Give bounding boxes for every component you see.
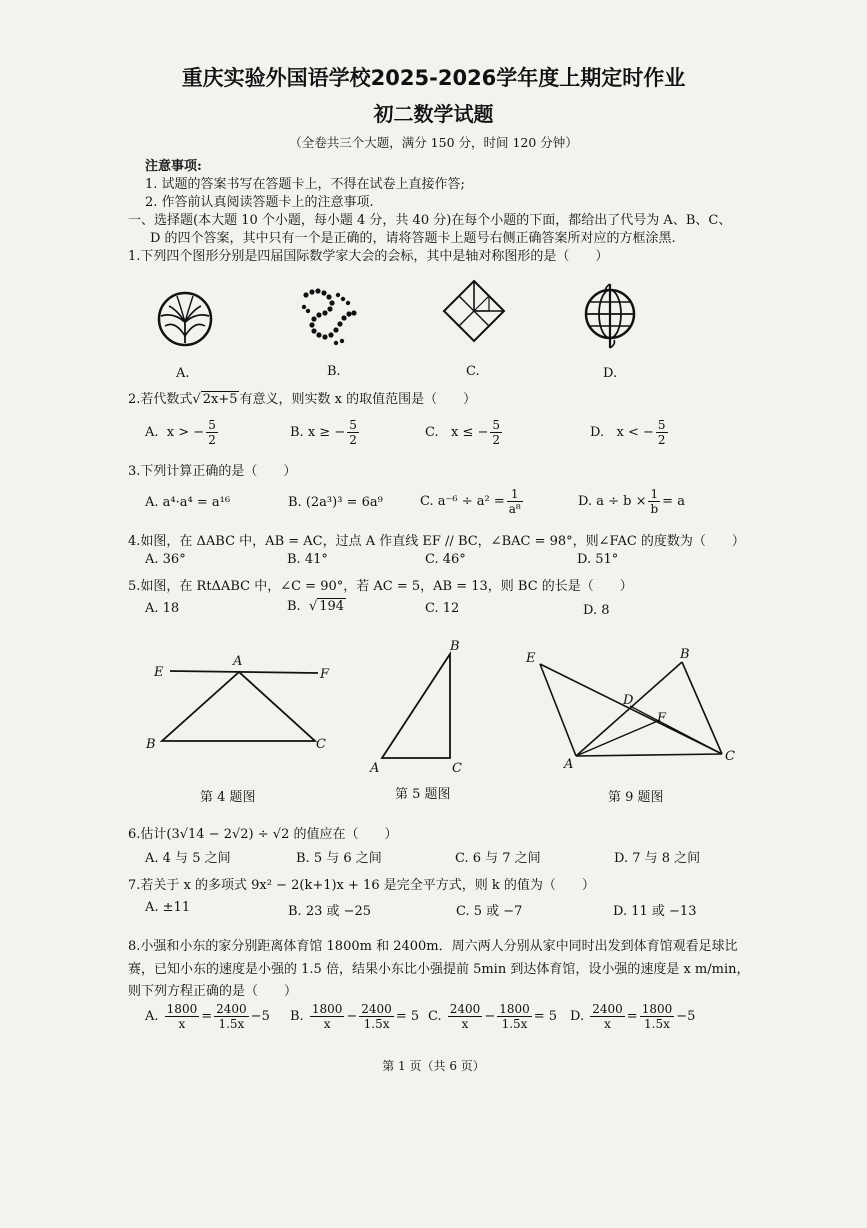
fraction xyxy=(507,487,523,516)
q1-option-a: A. xyxy=(176,366,190,381)
section-one-line1: 一、选择题(本大题 10 个小题，每小题 4 分，共 40 分)在每个小题的下面，都给出了代号为 A、B、C、 xyxy=(128,213,732,228)
line-ac xyxy=(576,754,722,756)
fraction xyxy=(214,1002,249,1031)
q2-option-c xyxy=(425,418,504,447)
q8-line2: 赛，已知小东的速度是小强的 1.5 倍，结果小东比小强提前 5min 到达体育馆，设小强的速度是 x m/min， xyxy=(128,962,750,977)
fraction-num: 2400 xyxy=(216,1002,247,1016)
q2-option-b xyxy=(290,418,361,447)
q7-option-a: A. ±11 xyxy=(145,900,191,915)
fraction xyxy=(347,418,359,447)
subject-title: 初二数学试题 xyxy=(373,102,494,126)
q8-option-c xyxy=(428,1002,557,1031)
operator: = xyxy=(201,1009,213,1024)
fraction-den: 1.5x xyxy=(218,1017,245,1031)
fraction-num: 1 xyxy=(507,487,523,502)
q1-option-d: D. xyxy=(603,366,618,381)
q7-stem: 7.若关于 x 的多项式 9x² − 2(k+1)x + 16 是完全平方式，则 k 的值为（ ） xyxy=(128,878,595,893)
fraction-num: 1 xyxy=(648,487,660,502)
fraction-num: 2400 xyxy=(361,1002,392,1016)
q8-option-a xyxy=(145,1002,270,1031)
section-one-line2: D 的四个答案，其中只有一个是正确的，请将答题卡上题号右侧正确答案所对应的方框涂黑. xyxy=(150,231,676,246)
q3-stem: 3.下列计算正确的是（ ） xyxy=(128,464,297,479)
notes-item: 1. 试题的答案书写在答题卡上，不得在试卷上直接作答; xyxy=(145,177,465,192)
label-c: C xyxy=(452,761,462,776)
fraction-num: 5 xyxy=(208,418,216,432)
label-b: B xyxy=(146,737,156,752)
fraction-den: 2 xyxy=(657,433,666,447)
q4-stem: 4.如图，在 ΔABC 中，AB = AC，过点 A 作直线 EF // BC，∠BAC = 98°，则∠FAC 的度数为（ ） xyxy=(128,534,745,549)
q6-stem: 6.估计(3√14 − 2√2) ÷ √2 的值应在（ ） xyxy=(128,827,398,842)
label-c: C xyxy=(725,749,735,764)
q6-option-c: C. 6 与 7 之间 xyxy=(455,851,541,866)
fraction xyxy=(206,418,218,447)
option-label: D. xyxy=(570,1009,585,1024)
option-tail: −5 xyxy=(676,1009,696,1024)
q3-option-d xyxy=(578,487,685,516)
q2-stem-pre: 2.若代数式 xyxy=(128,392,193,407)
fraction-num: 1800 xyxy=(166,1002,198,1016)
option-tail: −5 xyxy=(250,1009,270,1024)
option-tail: = 5 xyxy=(395,1009,420,1024)
label-d: D xyxy=(623,693,634,708)
fraction xyxy=(497,1002,532,1031)
label-e: E xyxy=(154,665,164,680)
fraction-den: 1.5x xyxy=(501,1017,528,1031)
q8-option-b xyxy=(290,1002,419,1031)
line-ab xyxy=(576,662,682,756)
fraction-den: x xyxy=(323,1017,331,1031)
label-a: A xyxy=(233,654,243,669)
fraction-den: x xyxy=(604,1017,611,1031)
figure-q5 xyxy=(368,636,478,778)
fraction-den: 2 xyxy=(492,433,501,447)
q4-option-b: B. 41° xyxy=(287,552,328,567)
line-ea xyxy=(540,664,576,756)
q3-option-b: B. (2a³)³ = 6a⁹ xyxy=(288,495,383,510)
page-number: 第 1 页（共 6 页） xyxy=(382,1059,485,1073)
notes-heading: 注意事项: xyxy=(145,159,202,174)
option-label: B. xyxy=(290,1009,304,1024)
label-c: C xyxy=(316,737,326,752)
operator: − xyxy=(484,1009,496,1024)
q8-line3: 则下列方程正确的是（ ） xyxy=(128,984,298,999)
fraction-num: 1800 xyxy=(641,1002,673,1016)
fraction xyxy=(310,1002,345,1031)
q5-stem: 5.如图，在 RtΔABC 中，∠C = 90°，若 AC = 5，AB = 13，则 BC 的长是（ ） xyxy=(128,579,633,594)
q2-option-d xyxy=(590,418,670,447)
q6-option-b: B. 5 与 6 之间 xyxy=(296,851,382,866)
operator: = xyxy=(626,1009,638,1024)
triangle-abc xyxy=(382,654,450,758)
q7-option-c: C. 5 或 −7 xyxy=(456,904,523,919)
q1-option-b: B. xyxy=(327,364,341,379)
option-label: B. xyxy=(290,425,304,440)
fraction xyxy=(165,1002,200,1031)
option-lhs: x < − xyxy=(616,425,654,440)
line-ef xyxy=(170,671,318,673)
q7-option-d: D. 11 或 −13 xyxy=(613,904,697,919)
q3-option-c xyxy=(420,487,525,516)
fraction xyxy=(648,487,660,516)
option-lhs: x ≥ − xyxy=(307,425,346,440)
fraction-num: 1800 xyxy=(311,1002,343,1016)
logo-b-icon xyxy=(296,283,366,353)
label-f: F xyxy=(320,667,330,682)
logo-c-icon xyxy=(441,278,507,344)
line-bc xyxy=(682,662,722,754)
fraction xyxy=(640,1002,675,1031)
fraction xyxy=(359,1002,394,1031)
q6-option-a: A. 4 与 5 之间 xyxy=(145,851,231,866)
fraction-den: x xyxy=(178,1017,186,1031)
q8-line1: 8.小强和小东的家分别距离体育馆 1800m 和 2400m．周六两人分别从家中同时出发到体育馆观看足球比 xyxy=(128,939,738,954)
option-lhs: C. a⁻⁶ ÷ a² = xyxy=(420,494,505,509)
q2-stem: 2.若代数式√ 2x+5 有意义，则实数 x 的取值范围是（ ） xyxy=(128,392,477,407)
figure-q4 xyxy=(140,640,340,760)
fraction-den: b xyxy=(650,502,659,516)
q6-option-d: D. 7 与 8 之间 xyxy=(614,851,701,866)
q5-option-b: B. √ 194 xyxy=(287,599,345,614)
label-f: F xyxy=(657,711,667,726)
q2-stem-post: 有意义，则实数 x 的取值范围是（ ） xyxy=(239,392,477,407)
operator: − xyxy=(346,1009,358,1024)
fraction-den: 2 xyxy=(349,433,357,447)
fraction-den: 1.5x xyxy=(363,1017,390,1031)
option-label: C. xyxy=(428,1009,442,1024)
q2-option-a xyxy=(145,418,220,447)
line-af xyxy=(576,720,660,756)
label-a: A xyxy=(370,761,380,776)
q8-option-d xyxy=(570,1002,695,1031)
fraction-den: a⁸ xyxy=(508,502,521,516)
fraction-den: 1.5x xyxy=(644,1017,670,1031)
option-label: B. xyxy=(287,599,301,614)
exam-info: （全卷共三个大题，满分 150 分，时间 120 分钟） xyxy=(289,135,578,150)
fraction-den: x xyxy=(461,1017,469,1031)
option-label: D. xyxy=(590,425,605,440)
school-title: 重庆实验外国语学校2025-2026学年度上期定时作业 xyxy=(181,66,686,90)
option-label: A. xyxy=(145,1009,159,1024)
q1-stem: 1.下列四个图形分别是四届国际数学家大会的会标，其中是轴对称图形的是（ ） xyxy=(128,249,609,264)
fraction-num: 1800 xyxy=(499,1002,530,1016)
notes-item: 2. 作答前认真阅读答题卡上的注意事项. xyxy=(145,195,374,210)
q5-option-d: D. 8 xyxy=(583,603,610,618)
q4-option-c: C. 46° xyxy=(425,552,466,567)
fraction-num: 2400 xyxy=(592,1002,623,1016)
fraction xyxy=(448,1002,483,1031)
option-rhs: = a xyxy=(662,494,685,509)
option-lhs: x ≤ − xyxy=(451,425,489,440)
q5-option-a: A. 18 xyxy=(145,601,180,616)
q3-option-a: A. a⁴·a⁴ = a¹⁶ xyxy=(145,495,231,510)
option-radicand: 194 xyxy=(319,599,345,614)
q1-option-c: C. xyxy=(466,364,480,379)
fraction xyxy=(490,418,502,447)
figure-q9 xyxy=(520,642,750,774)
label-a: A xyxy=(564,757,574,772)
fraction-den: 2 xyxy=(208,433,216,447)
triangle-abc xyxy=(162,672,315,741)
logo-a-icon xyxy=(155,288,215,350)
q5-option-c: C. 12 xyxy=(425,601,460,616)
q4-option-d: D. 51° xyxy=(577,552,619,567)
option-label: A. xyxy=(145,425,159,440)
fraction-num: 5 xyxy=(657,418,666,432)
fraction xyxy=(590,1002,625,1031)
option-tail: = 5 xyxy=(533,1009,558,1024)
figure-q5-caption: 第 5 题图 xyxy=(395,787,451,802)
q2-radicand: 2x+5 xyxy=(202,392,238,407)
fraction xyxy=(656,418,668,447)
fraction-num: 2400 xyxy=(449,1002,481,1016)
option-lhs: x > − xyxy=(166,425,205,440)
label-e: E xyxy=(526,651,536,666)
option-label: C. xyxy=(425,425,439,440)
label-b: B xyxy=(680,647,690,662)
figure-q9-caption: 第 9 题图 xyxy=(608,790,664,805)
q4-option-a: A. 36° xyxy=(145,552,186,567)
label-b: B xyxy=(450,639,460,654)
q7-option-b: B. 23 或 −25 xyxy=(288,904,372,919)
option-lhs: D. a ÷ b × xyxy=(578,494,647,509)
line-dc xyxy=(630,706,722,754)
fraction-num: 5 xyxy=(492,418,501,432)
figure-q4-caption: 第 4 题图 xyxy=(200,790,256,805)
fraction-num: 5 xyxy=(349,418,357,432)
logo-d-icon xyxy=(580,282,640,352)
